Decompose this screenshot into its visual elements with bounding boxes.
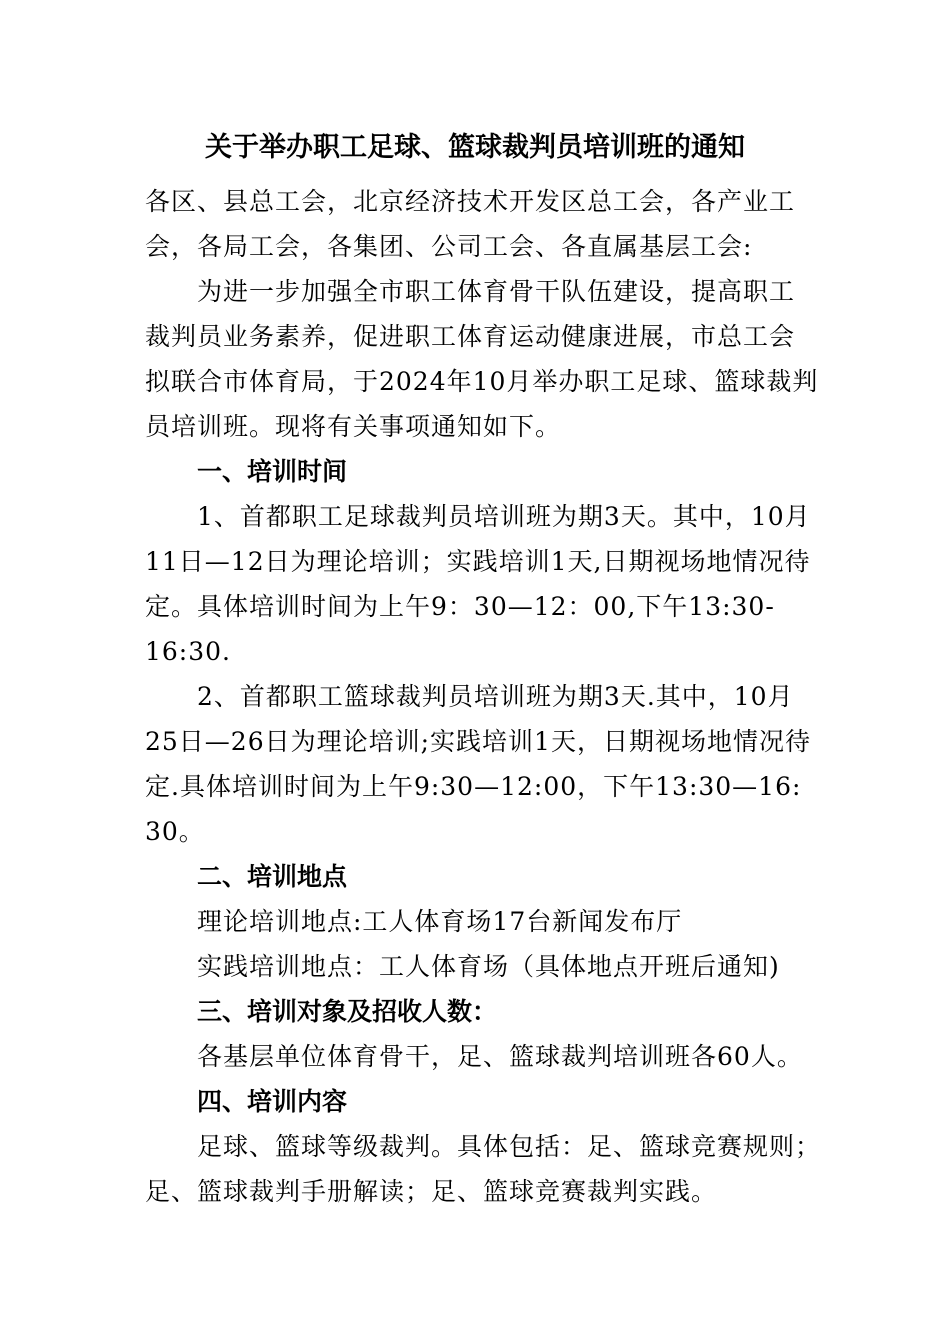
section-heading-participants: 三、培训对象及招收人数： xyxy=(197,997,498,1026)
section-heading-content: 四、培训内容 xyxy=(197,1087,348,1116)
body-line-intro-1: 为进一步加强全市职工体育骨干队伍建设，提高职工 xyxy=(197,277,796,306)
body-line-basketball-2: 25日—26日为理论培训;实践培训1天，日期视场地情况待 xyxy=(145,727,811,756)
section-heading-time: 一、培训时间 xyxy=(197,457,348,486)
body-line-recipients-2: 会，各局工会，各集团、公司工会、各直属基层工会: xyxy=(145,232,753,261)
body-line-intro-2: 裁判员业务素养，促进职工体育运动健康进展，市总工会 xyxy=(145,322,796,351)
body-line-football-2: 11日—12日为理论培训；实践培训1天,日期视场地情况待 xyxy=(145,547,811,576)
body-line-theory-location: 理论培训地点:工人体育场17台新闻发布厅 xyxy=(197,907,683,936)
body-line-football-1: 1、首都职工足球裁判员培训班为期3天。其中，10月 xyxy=(197,502,811,531)
body-line-intro-3: 拟联合市体育局，于2024年10月举办职工足球、篮球裁判 xyxy=(145,367,819,396)
section-heading-location: 二、培训地点 xyxy=(197,862,348,891)
body-line-basketball-4: 30。 xyxy=(145,817,205,846)
body-line-basketball-3: 定.具体培训时间为上午9:30—12:00，下午13:30—16: xyxy=(145,772,802,801)
body-line-participants: 各基层单位体育骨干，足、篮球裁判培训班各60人。 xyxy=(197,1042,803,1071)
body-line-intro-4: 员培训班。现将有关事项通知如下。 xyxy=(145,412,562,441)
body-line-football-3: 定。具体培训时间为上午9：30—12：00,下午13:30- xyxy=(145,592,775,621)
body-line-football-4: 16:30. xyxy=(145,637,231,666)
body-line-practice-location: 实践培训地点：工人体育场（具体地点开班后通知) xyxy=(197,952,780,981)
body-line-basketball-1: 2、首都职工篮球裁判员培训班为期3天.其中，10月 xyxy=(197,682,794,711)
body-line-recipients-1: 各区、县总工会，北京经济技术开发区总工会，各产业工 xyxy=(145,187,796,216)
document-title: 关于举办职工足球、篮球裁判员培训班的通知 xyxy=(205,132,745,163)
body-line-content-1: 足球、篮球等级裁判。具体包括：足、篮球竞赛规则； xyxy=(197,1132,822,1161)
body-line-content-2: 足、篮球裁判手册解读；足、篮球竞赛裁判实践。 xyxy=(145,1177,718,1206)
